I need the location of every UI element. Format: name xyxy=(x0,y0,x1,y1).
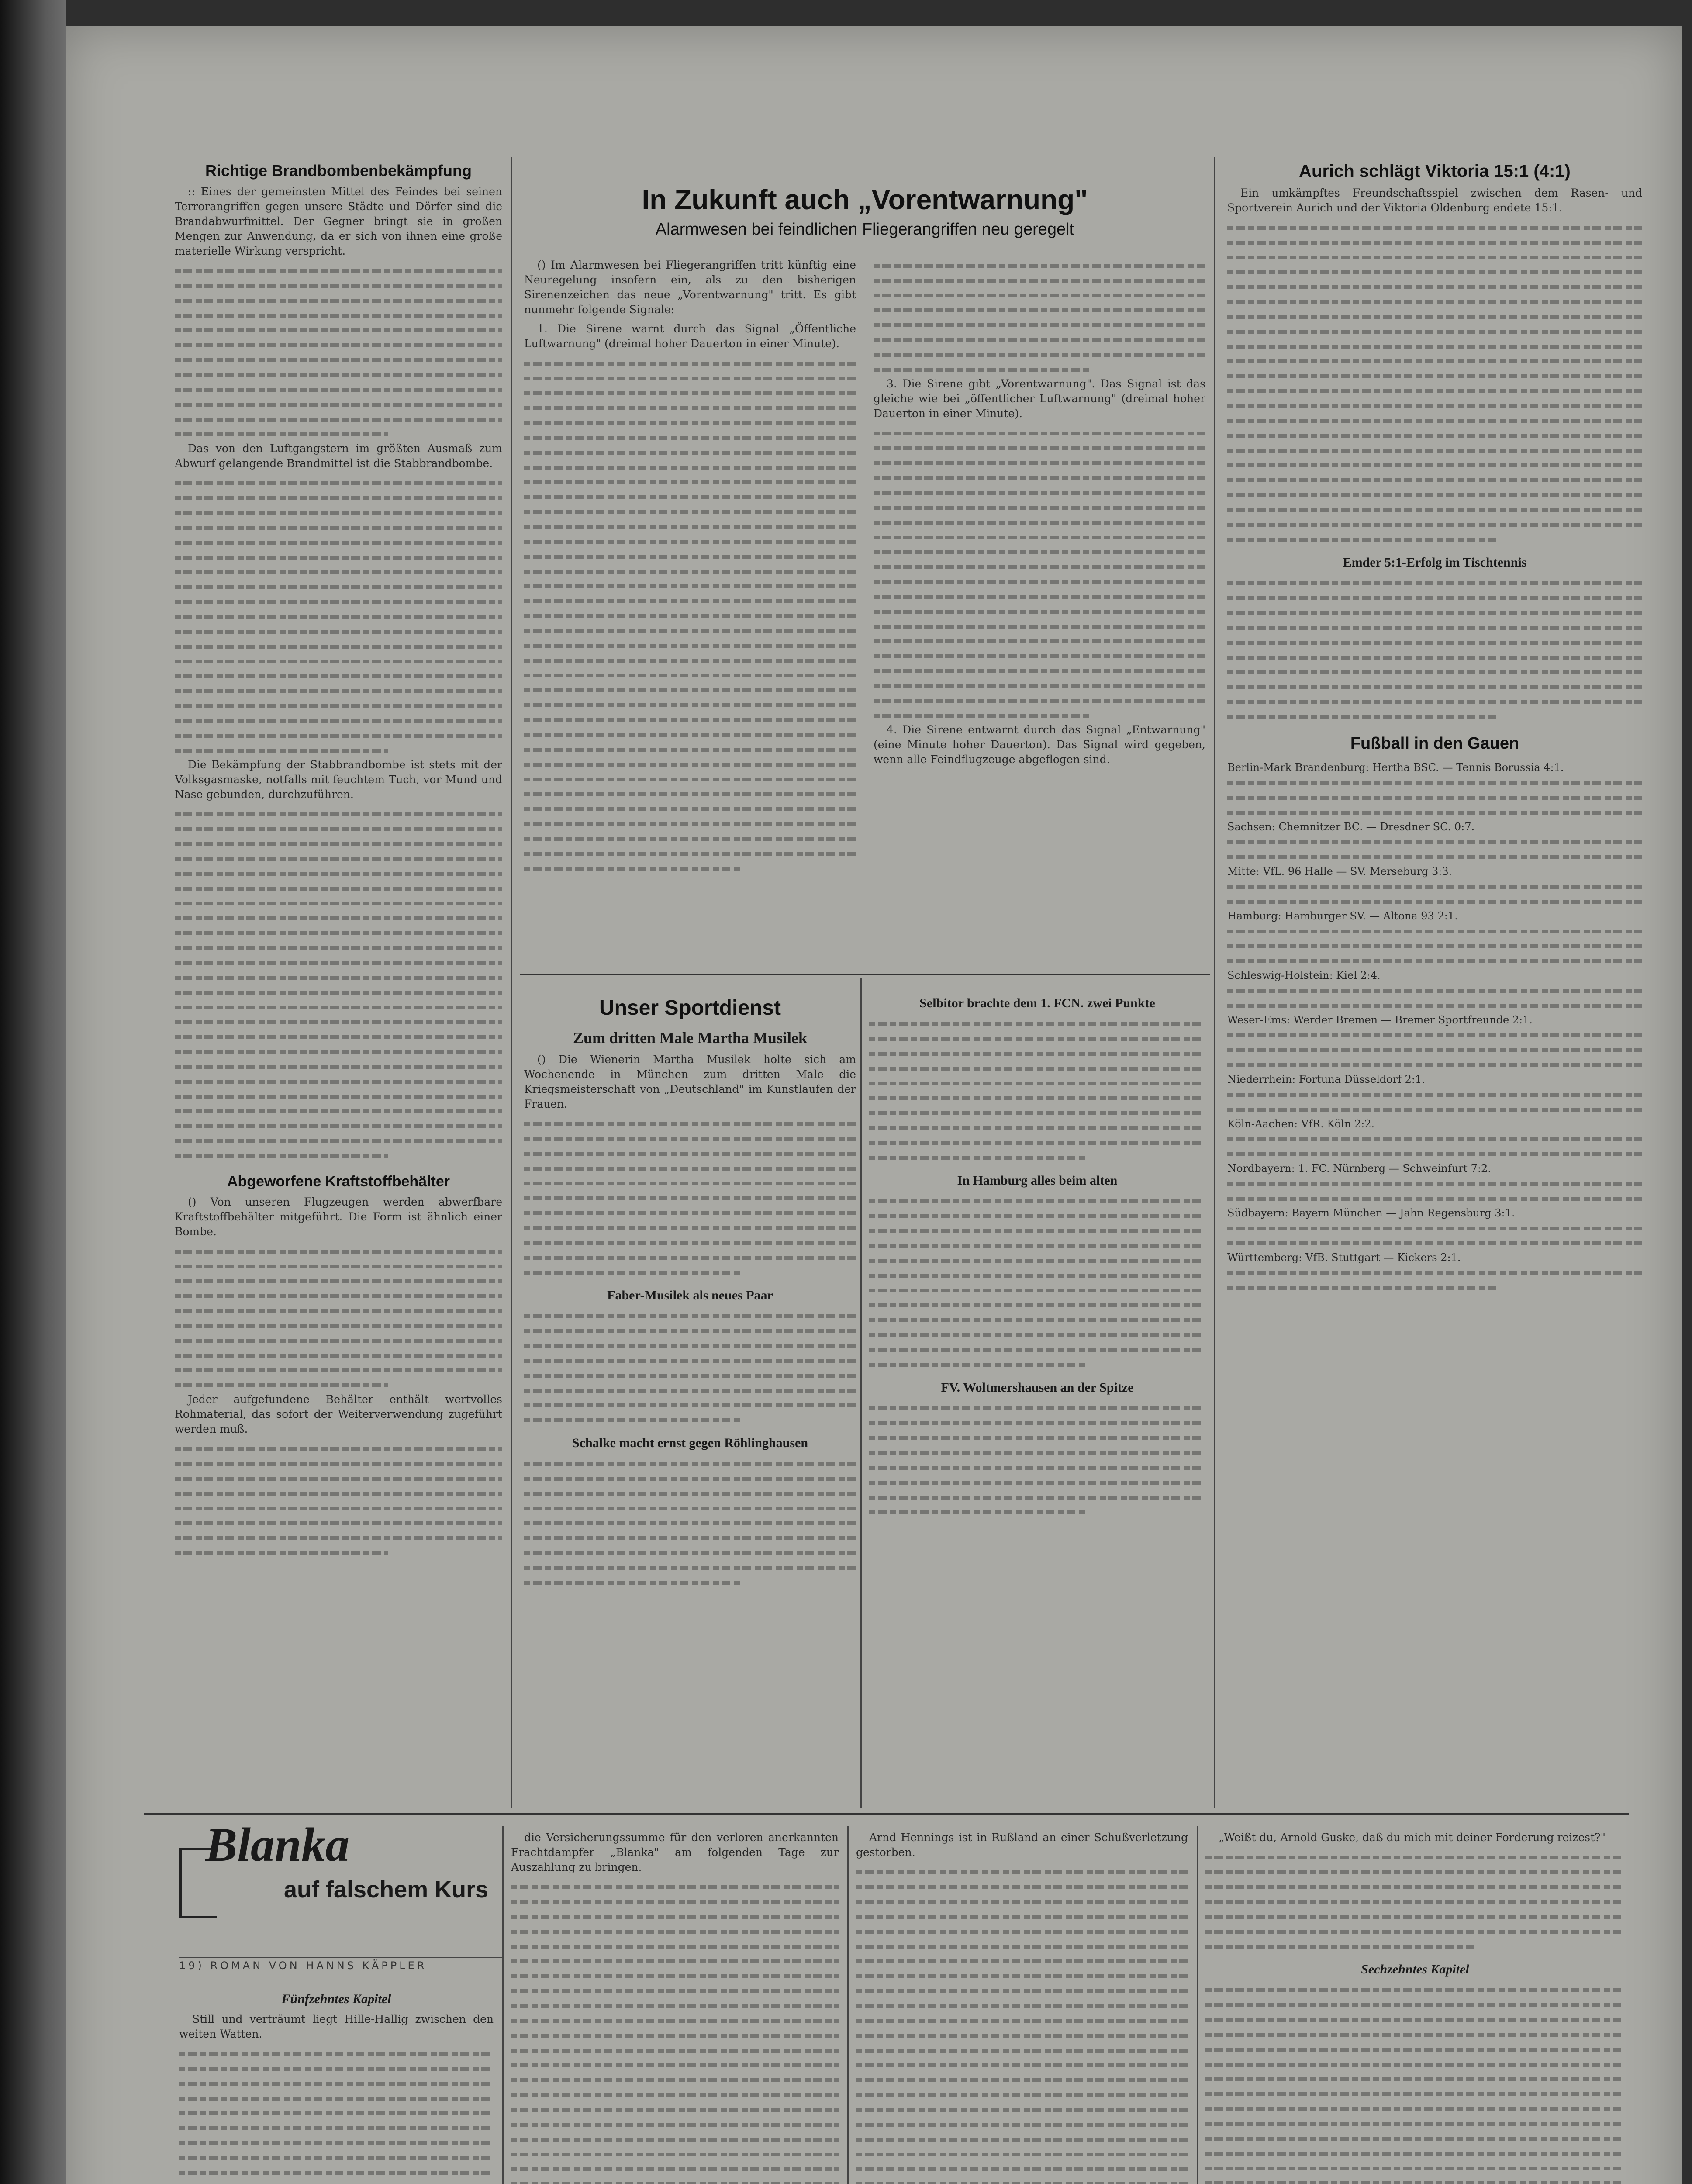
column-rule xyxy=(1214,157,1215,1808)
text-block xyxy=(511,1879,839,2184)
article-subheadline: Faber-Musilek als neues Paar xyxy=(607,1288,773,1303)
text-block xyxy=(175,806,502,1163)
article-paragraph: () Die Wienerin Martha Musilek holte sich am Wochenende in München zum dritten Male die Kriegsmeisterschaft von „Deutschland" im Kunstlaufen der Frauen. xyxy=(524,1053,856,1110)
result-row: Württemberg: VfB. Stuttgart — Kickers 2:1. xyxy=(1227,1251,1461,1264)
center-column xyxy=(524,157,1205,970)
article-paragraph: 4. Die Sirene entwarnt durch das Signal „Entwarnung" (eine Minute hoher Dauerton). Das Signal wird gegeben, wenn alle Feindflugzeuge abgeflogen sind. xyxy=(874,723,1205,766)
text-block xyxy=(1227,220,1642,546)
text-block xyxy=(175,1441,502,1560)
section-divider xyxy=(144,1813,1629,1815)
article-paragraph: Die Bekämpfung der Stabbrandbombe ist stets mit der Volksgasmaske, notfalls mit feuchtem Tuch, vor Mund und Nase gebunden, durchzuführen. xyxy=(175,758,502,801)
result-row: Mitte: VfL. 96 Halle — SV. Merseburg 3:3. xyxy=(1227,865,1452,878)
column-rule xyxy=(502,1826,504,2184)
text-block xyxy=(524,1456,856,1590)
article-headline: Richtige Brandbombenbekämpfung xyxy=(205,162,472,180)
main-subheadline: Alarmwesen bei feindlichen Fliegerangriffen neu geregelt xyxy=(655,220,1074,238)
result-row: Hamburg: Hamburger SV. — Altona 93 2:1. xyxy=(1227,910,1458,922)
text-block xyxy=(524,1308,856,1427)
text-block xyxy=(856,1864,1188,2184)
article-subheadline: FV. Woltmershausen an der Spitze xyxy=(941,1380,1134,1395)
text-block xyxy=(524,1116,856,1279)
article-subheadline: Schalke macht ernst gegen Röhlinghausen xyxy=(572,1436,808,1450)
book-binding xyxy=(0,0,66,2184)
article-subheadline: In Hamburg alles beim alten xyxy=(957,1173,1118,1188)
result-row: Schleswig-Holstein: Kiel 2:4. xyxy=(1227,969,1381,981)
newspaper-page xyxy=(66,26,1682,2184)
result-row: Nordbayern: 1. FC. Nürnberg — Schweinfurt 7:2. xyxy=(1227,1162,1491,1175)
article-paragraph: () Von unseren Flugzeugen werden abwerfbare Kraftstoffbehälter mitgeführt. Die Form ist ähnlich einer Bombe. xyxy=(175,1196,502,1238)
result-row: Berlin-Mark Brandenburg: Hertha BSC. — Tennis Borussia 4:1. xyxy=(1227,761,1564,774)
serial-title-block xyxy=(179,1818,502,1952)
text-block xyxy=(869,1016,1205,1165)
serial-title: Blanka xyxy=(205,1818,350,1871)
article-paragraph: 3. Die Sirene gibt „Vorentwarnung". Das Signal ist das gleiche wie bei „öffentlicher Luftwarnung" (dreimal hoher Dauerton in einer Minute). xyxy=(874,377,1205,420)
article-paragraph: Ein umkämpftes Freundschaftsspiel zwischen dem Rasen- und Sportverein Aurich und der Viktoria Oldenburg endete 15:1. xyxy=(1227,187,1642,214)
serial-column-2 xyxy=(511,1830,839,2184)
text-block xyxy=(869,1193,1205,1372)
article-column xyxy=(524,258,856,875)
text-block xyxy=(874,425,1205,722)
main-headline: In Zukunft auch „Vorentwarnung" xyxy=(642,184,1088,215)
sport-section-right xyxy=(869,987,1205,1804)
text-block xyxy=(179,2046,494,2184)
text-block xyxy=(175,475,502,757)
article-headline: Fußball in den Gauen xyxy=(1350,734,1519,753)
article-paragraph: 1. Die Sirene warnt durch das Signal „Öffentliche Luftwarnung" (dreimal hoher Dauerton in einer Minute). xyxy=(524,322,856,350)
text-block xyxy=(1227,575,1642,724)
text-block xyxy=(1205,1849,1625,1953)
article-paragraph: () Im Alarmwesen bei Fliegerangriffen tritt künftig eine Neuregelung insofern ein, als zu den bisherigen Sirenenzeichen das neue „Vorentwarnung" tritt. Es gibt nunmehr folgende Signale: xyxy=(524,259,856,316)
result-row: Sachsen: Chemnitzer BC. — Dresdner SC. 0:7. xyxy=(1227,821,1475,833)
sport-headline: Unser Sportdienst xyxy=(599,996,781,1019)
serial-column-1 xyxy=(179,1983,494,2184)
result-row: Weser-Ems: Werder Bremen — Bremer Sportfreunde 2:1. xyxy=(1227,1014,1533,1026)
article-subheadline: Emder 5:1-Erfolg im Tischtennis xyxy=(1343,555,1527,570)
text-block xyxy=(175,1244,502,1392)
column-rule xyxy=(511,157,512,1808)
column-rule xyxy=(1197,1826,1198,2184)
result-row: Niederrhein: Fortuna Düsseldorf 2:1. xyxy=(1227,1073,1425,1085)
sport-section xyxy=(524,987,856,1804)
article-paragraph: Jeder aufgefundene Behälter enthält wertvolles Rohmaterial, das sofort der Weiterverwendung zugeführt werden muß. xyxy=(175,1393,502,1435)
chapter-heading: Fünfzehntes Kapitel xyxy=(281,1992,391,2006)
serial-paragraph: Still und verträumt liegt Hille-Hallig zwischen den weiten Watten. xyxy=(179,2013,494,2040)
sport-divider xyxy=(520,974,1210,975)
article-paragraph: Das von den Luftgangstern im größten Ausmaß zum Abwurf gelangende Brandmittel ist die Stabbrandbombe. xyxy=(175,442,502,470)
column-rule xyxy=(860,978,862,1808)
article-paragraph: :: Eines der gemeinsten Mittel des Feindes bei seinen Terrorangriffen gegen unsere Städte und Dörfer sind die Brandabwurfmittel. Der Gegner bringt sie in großen Mengen zur Anwendung, da er sich von ihnen eine große materielle Wirkung verspricht. xyxy=(175,185,502,257)
text-block xyxy=(869,1400,1205,1519)
serial-byline: 19) ROMAN VON HANNS KÄPPLER xyxy=(179,1957,502,1972)
results-list xyxy=(1227,760,1642,1295)
sport-subheadline: Zum dritten Male Martha Musilek xyxy=(573,1029,807,1047)
serial-column-4 xyxy=(1205,1830,1625,2184)
article-column xyxy=(874,258,1205,771)
article-headline: Abgeworfene Kraftstoffbehälter xyxy=(227,1173,450,1190)
result-row: Köln-Aachen: VfR. Köln 2:2. xyxy=(1227,1118,1375,1130)
right-column xyxy=(1227,162,1642,1804)
article-headline: Aurich schlägt Viktoria 15:1 (4:1) xyxy=(1299,162,1571,181)
chapter-heading: Sechzehntes Kapitel xyxy=(1361,1962,1469,1977)
text-block xyxy=(175,263,502,441)
article-subheadline: Selbitor brachte dem 1. FCN. zwei Punkte xyxy=(919,996,1155,1010)
text-block xyxy=(874,258,1205,377)
serial-paragraph: die Versicherungssumme für den verloren anerkannten Frachtdampfer „Blanka" am folgenden Tage zur Auszahlung zu bringen. xyxy=(511,1831,839,1873)
text-block xyxy=(1205,1982,1625,2184)
serial-subtitle: auf falschem Kurs xyxy=(284,1876,489,1903)
serial-paragraph: Arnd Hennings ist in Rußland an einer Schußverletzung gestorben. xyxy=(856,1831,1188,1859)
result-row: Südbayern: Bayern München — Jahn Regensburg 3:1. xyxy=(1227,1207,1515,1219)
column-rule xyxy=(847,1826,849,2184)
serial-paragraph: „Weißt du, Arnold Guske, daß du mich mit deiner Forderung reizest?" xyxy=(1219,1831,1606,1844)
serial-column-3 xyxy=(856,1830,1188,2184)
left-column xyxy=(175,162,502,1804)
text-block xyxy=(524,356,856,875)
